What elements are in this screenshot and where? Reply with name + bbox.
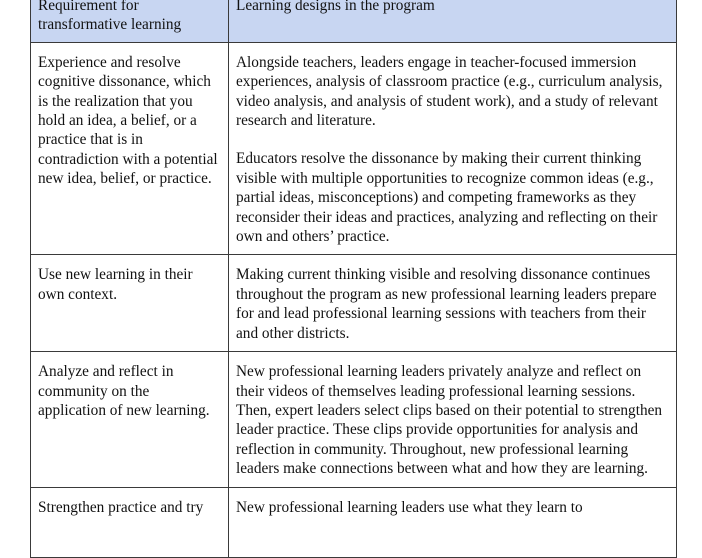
requirement-cell: Use new learning in their own context. [31,255,229,352]
table-row [31,487,677,557]
header-learning-designs: Learning designs in the program [229,0,677,42]
requirement-cell: Analyze and reflect in community on the application of new learning. [31,352,229,487]
design-paragraph: New professional learning leaders privately analyze and reflect on their videos of themselves leading professional learning sessions. Then, expert leaders select clips based on their potential to strengthen leader practice. These clips provide opportunities for analysis and reflection in community. Throughout, new professional learning leaders make connections between what and how they are learning. [236,363,663,478]
design-paragraph: New professional learning leaders use what they learn to [236,498,583,516]
table-row [31,352,677,487]
design-paragraph: Making current thinking visible and resolving dissonance continues throughout the program as new professional learning leaders prepare for and lead professional learning sessions with teachers from their and other districts. [236,266,657,342]
table-row [31,255,677,352]
design-cell [229,42,677,255]
transformative-learning-table [30,0,677,558]
table-header-row [31,0,677,42]
learning-table-container [30,0,676,558]
design-paragraph: Alongside teachers, leaders engage in teacher-focused immersion experiences, analysis of classroom practice (e.g., curriculum analysis, video analysis, and analysis of student work), and a study of relevant research and literature. [236,53,663,130]
table-row [31,42,677,255]
requirement-cell: Strengthen practice and try [31,487,229,557]
design-paragraph: Educators resolve the dissonance by making their current thinking visible with multiple opportunities to recognize common ideas (e.g., partial ideas, misconceptions) and competing frameworks as they reconsider their ideas and practices, analyzing and reflecting on their own and others’ practice. [236,150,658,246]
design-cell [229,487,677,557]
requirement-cell: Experience and resolve cognitive dissonance, which is the realization that you hold an idea, a belief, or a practice that is in contradiction with a potential new idea, belief, or practice. [31,42,229,255]
design-cell [229,255,677,352]
header-requirement: Requirement for transformative learning [31,0,229,42]
design-cell [229,352,677,487]
